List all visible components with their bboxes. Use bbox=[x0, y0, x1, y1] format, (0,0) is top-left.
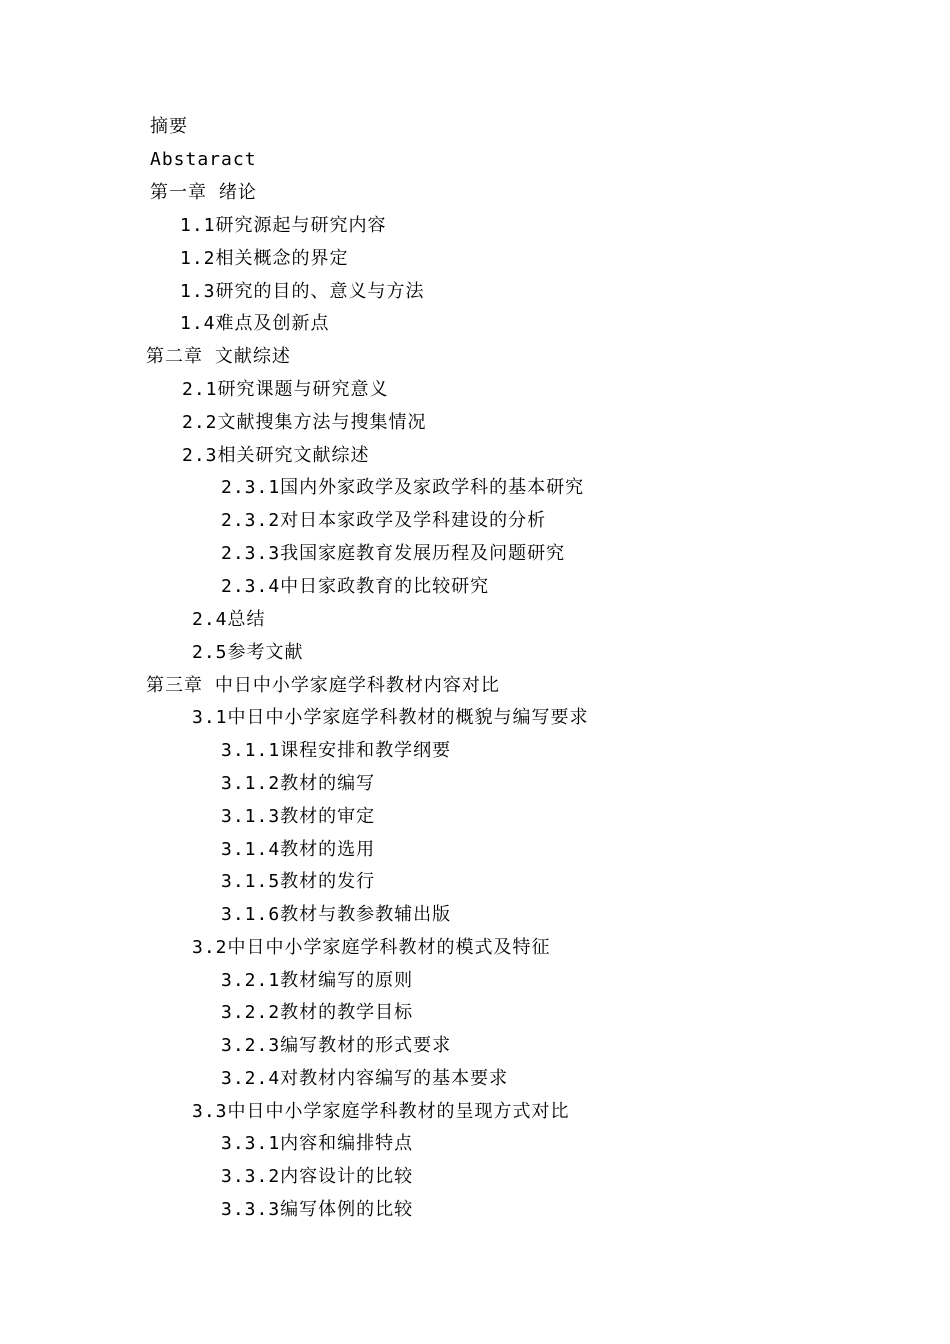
toc-subsection: 3.1.4教材的选用 bbox=[221, 839, 376, 860]
toc-subsection: 3.3.3编写体例的比较 bbox=[221, 1199, 414, 1220]
toc-subsection: 3.1.6教材与教参教辅出版 bbox=[221, 904, 452, 925]
toc-subsection: 3.1.5教材的发行 bbox=[221, 871, 376, 892]
toc-chapter-2: 第二章 文献综述 bbox=[146, 346, 291, 367]
toc-subsection: 3.1.3教材的审定 bbox=[221, 806, 376, 827]
toc-abstract-en: Abstaract bbox=[150, 149, 257, 170]
toc-chapter-3: 第三章 中日中小学家庭学科教材内容对比 bbox=[146, 675, 500, 696]
toc-section: 3.3中日中小学家庭学科教材的呈现方式对比 bbox=[192, 1101, 570, 1122]
toc-subsection: 3.3.2内容设计的比较 bbox=[221, 1166, 414, 1187]
toc-subsection: 2.3.3我国家庭教育发展历程及问题研究 bbox=[221, 543, 566, 564]
toc-subsection: 2.3.2对日本家政学及学科建设的分析 bbox=[221, 510, 547, 531]
toc-section: 2.1研究课题与研究意义 bbox=[182, 379, 389, 400]
toc-subsection: 2.3.4中日家政教育的比较研究 bbox=[221, 576, 490, 597]
toc-section: 2.2文献搜集方法与搜集情况 bbox=[182, 412, 427, 433]
toc-section: 1.3研究的目的、意义与方法 bbox=[180, 281, 425, 302]
toc-chapter-1: 第一章 绪论 bbox=[150, 182, 257, 203]
toc-subsection: 3.1.2教材的编写 bbox=[221, 773, 376, 794]
toc-section: 2.4总结 bbox=[192, 609, 266, 630]
toc-subsection: 3.2.3编写教材的形式要求 bbox=[221, 1035, 452, 1056]
toc-section: 1.2相关概念的界定 bbox=[180, 248, 349, 269]
toc-section: 1.1研究源起与研究内容 bbox=[180, 215, 387, 236]
toc-subsection: 3.2.2教材的教学目标 bbox=[221, 1002, 414, 1023]
toc-subsection: 3.2.1教材编写的原则 bbox=[221, 970, 414, 991]
toc-subsection: 3.1.1课程安排和教学纲要 bbox=[221, 740, 452, 761]
toc-section: 3.2中日中小学家庭学科教材的模式及特征 bbox=[192, 937, 551, 958]
toc-section: 2.5参考文献 bbox=[192, 642, 304, 663]
toc-subsection: 3.3.1内容和编排特点 bbox=[221, 1133, 414, 1154]
toc-section: 1.4难点及创新点 bbox=[180, 313, 330, 334]
toc-section: 2.3相关研究文献综述 bbox=[182, 445, 370, 466]
toc-subsection: 2.3.1国内外家政学及家政学科的基本研究 bbox=[221, 477, 585, 498]
toc-section: 3.1中日中小学家庭学科教材的概貌与编写要求 bbox=[192, 707, 589, 728]
toc-abstract-cn: 摘要 bbox=[150, 116, 188, 137]
toc-subsection: 3.2.4对教材内容编写的基本要求 bbox=[221, 1068, 509, 1089]
